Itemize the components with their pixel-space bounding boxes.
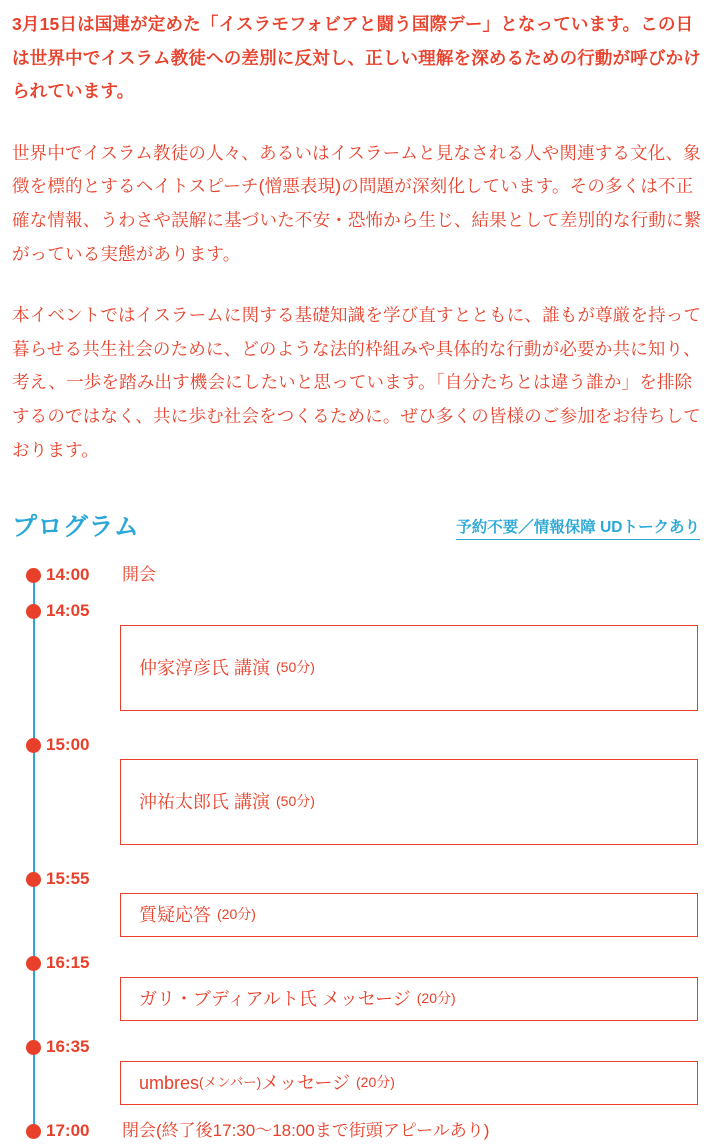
session-duration: (20分) <box>416 990 456 1007</box>
session-box <box>120 893 698 937</box>
session-sublabel: (メンバー) <box>199 1074 262 1090</box>
timeline-row <box>12 563 702 589</box>
spacer <box>12 1105 702 1119</box>
timeline-time: 15:55 <box>46 869 90 889</box>
timeline-time: 14:00 <box>46 565 90 585</box>
session-label: 質疑応答 <box>139 904 211 925</box>
timeline-time: 15:00 <box>46 735 90 755</box>
timeline-dot-icon <box>26 738 41 753</box>
timeline-session-row <box>12 1061 702 1105</box>
timeline-time: 14:05 <box>46 601 90 621</box>
program-note: 予約不要／情報保障 UDトークあり <box>456 515 700 540</box>
program-timeline <box>12 563 702 1145</box>
intro-paragraph-3: 本イベントではイスラームに関する基礎知識を学び直すとともに、誰もが尊厳を持って暮らせる共生社会のために、どのような法的枠組みや具体的な行動が必要か共に知り、考え、一歩を踏み出す機会にしたいと思っています。「自分たちとは違う誰か」を排除するのではなく、共に歩む社会をつくるために。ぜひ多くの皆様のご参加をお待ちしております。 <box>12 305 702 460</box>
session-label: 沖祐太郎氏 講演 <box>139 791 271 812</box>
timeline-dot-icon <box>26 872 41 887</box>
session-box <box>120 977 698 1021</box>
session-duration: (20分) <box>356 1074 395 1091</box>
session-duration: (50分) <box>276 659 315 676</box>
session-duration: (50分) <box>276 793 315 810</box>
session-box <box>120 625 698 711</box>
session-label: umbres <box>139 1072 200 1093</box>
session-label: ガリ・ブディアルト氏 メッセージ <box>139 988 411 1009</box>
program-title: プログラム <box>12 513 140 542</box>
spacer <box>12 589 702 599</box>
timeline-time: 16:15 <box>46 953 90 973</box>
timeline-dot-icon <box>26 1124 41 1139</box>
timeline-dot-icon <box>26 956 41 971</box>
session-label: 仲家淳彦氏 講演 <box>139 657 271 678</box>
intro-paragraph-2: 世界中でイスラム教徒の人々、あるいはイスラームと見なされる人や関連する文化、象徴を標的とするヘイトスピーチ(憎悪表現)の問題が深刻化しています。その多くは不正確な情報、うわさや誤解に基づいた不安・恐怖から生じ、結果として差別的な行動に繋がっている実態があります。 <box>12 142 702 264</box>
timeline-dot-icon <box>26 568 41 583</box>
session-label-2: メッセージ <box>261 1072 350 1093</box>
timeline-time: 17:00 <box>46 1121 90 1141</box>
timeline-label: 閉会(終了後17:30〜18:00まで街頭アピールあり) <box>122 1121 490 1141</box>
timeline-row <box>12 599 702 625</box>
spacer <box>12 937 702 951</box>
timeline-session-row <box>12 893 702 937</box>
intro-section <box>12 0 702 467</box>
spacer <box>12 1021 702 1035</box>
timeline-dot-icon <box>26 1040 41 1055</box>
program-header <box>12 507 702 549</box>
timeline-dot-icon <box>26 604 41 619</box>
timeline-session-row <box>12 977 702 1021</box>
timeline-session-row <box>12 759 702 845</box>
timeline-time: 16:35 <box>46 1037 90 1057</box>
timeline-session-row <box>12 625 702 711</box>
spacer <box>12 711 702 733</box>
timeline-label: 開会 <box>122 565 156 585</box>
intro-paragraph-1: 3月15日は国連が定めた「イスラモフォビアと闘う国際デー」となっています。この日は世界中でイスラム教徒への差別に反対し、正しい理解を深めるための行動が呼びかけられています。 <box>12 14 701 102</box>
spacer <box>12 845 702 867</box>
timeline-row <box>12 733 702 759</box>
timeline-row <box>12 1035 702 1061</box>
timeline-row <box>12 951 702 977</box>
timeline-row <box>12 1119 702 1145</box>
timeline-row <box>12 867 702 893</box>
session-duration: (20分) <box>217 906 256 923</box>
session-box <box>120 759 698 845</box>
session-box <box>120 1061 698 1105</box>
